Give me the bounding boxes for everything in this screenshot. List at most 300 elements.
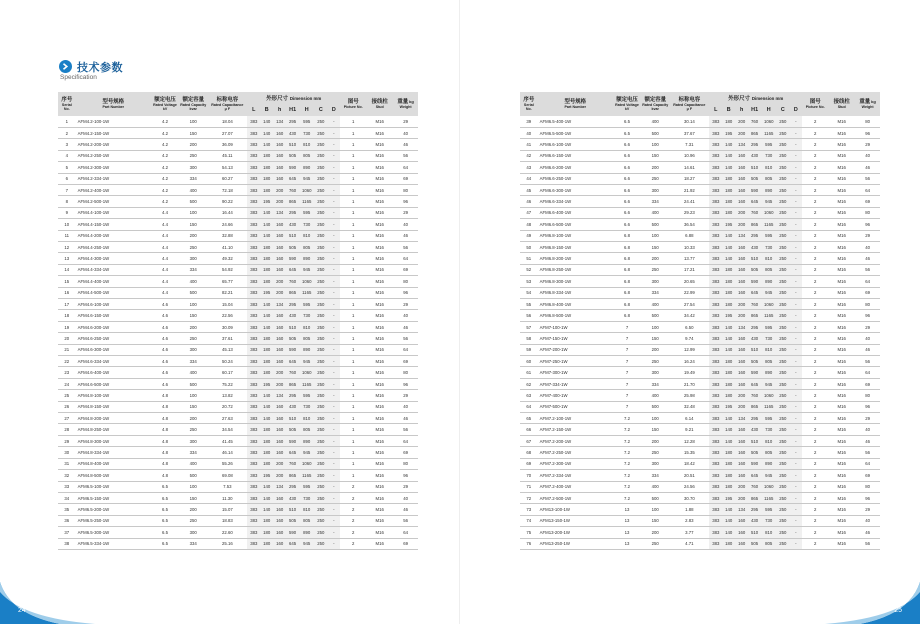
cell-capacitance: 49.32 <box>207 253 247 264</box>
cell-picture-no: 1 <box>340 356 366 367</box>
cell-dim-l: 383 <box>709 435 722 446</box>
cell-dim-b: 180 <box>722 276 735 287</box>
cell-dim-c: 250 <box>776 139 789 150</box>
cell-weight: 96 <box>855 492 880 503</box>
cell-capacitance: 37.67 <box>669 127 709 138</box>
cell-dim-hh: 945 <box>761 470 776 481</box>
cell-voltage: 4.6 <box>151 356 179 367</box>
cell-dim-h: 160 <box>735 333 748 344</box>
cell-dim-hh: 595 <box>299 481 314 492</box>
table-row <box>520 470 880 481</box>
cell-capacity: 500 <box>179 287 207 298</box>
cell-dim-hh: 810 <box>761 435 776 446</box>
cell-dim-h1: 505 <box>748 538 761 549</box>
header-sublabel: Dimension mm <box>289 95 322 101</box>
cell-dim-d: - <box>327 538 340 549</box>
cell-dim-d: - <box>789 356 802 367</box>
cell-dim-c: 250 <box>776 162 789 173</box>
header-label: 外形尺寸 <box>728 95 750 102</box>
cell-capacitance: 22.56 <box>207 310 247 321</box>
cell-dim-b: 140 <box>722 162 735 173</box>
cell-dim-c: 250 <box>776 515 789 526</box>
cell-serial: 32 <box>58 470 76 481</box>
header-sublabel: Stud <box>837 104 846 109</box>
cell-dim-d: - <box>789 492 802 503</box>
column-header-dim-H: H <box>299 105 314 116</box>
cell-picture-no: 2 <box>802 207 828 218</box>
cell-dim-b: 180 <box>722 173 735 184</box>
cell-voltage: 7.2 <box>613 481 641 492</box>
cell-dim-d: - <box>327 390 340 401</box>
header-unit: μ F <box>686 107 693 111</box>
cell-weight: 46 <box>855 344 880 355</box>
cell-dim-b: 140 <box>722 504 735 515</box>
cell-voltage: 4.8 <box>151 458 179 469</box>
cell-picture-no: 1 <box>340 344 366 355</box>
table-row <box>520 116 880 127</box>
cell-dim-hh: 595 <box>761 413 776 424</box>
cell-dim-c: 250 <box>776 390 789 401</box>
cell-dim-c: 250 <box>776 435 789 446</box>
cell-dim-b: 140 <box>722 333 735 344</box>
cell-stud: M16 <box>828 481 855 492</box>
column-header-dim-B: B <box>722 105 735 116</box>
cell-serial: 20 <box>58 333 76 344</box>
cell-capacitance: 16.24 <box>669 356 709 367</box>
cell-dim-c: 250 <box>314 184 327 195</box>
cell-dim-h1: 865 <box>286 196 299 207</box>
cell-picture-no: 2 <box>802 492 828 503</box>
cell-voltage: 6.5 <box>151 527 179 538</box>
column-header-dim-h: h <box>273 105 286 116</box>
cell-part-number: AFM4.8-100-1W <box>76 390 151 401</box>
cell-capacity: 334 <box>641 378 669 389</box>
cell-capacitance: 45.13 <box>207 344 247 355</box>
cell-picture-no: 2 <box>802 435 828 446</box>
cell-part-number: AFM6.8-100-1W <box>538 230 613 241</box>
cell-serial: 53 <box>520 276 538 287</box>
cell-picture-no: 2 <box>802 470 828 481</box>
cell-part-number: AFM4.6-250-1W <box>76 333 151 344</box>
cell-dim-c: 250 <box>776 367 789 378</box>
cell-dim-l: 383 <box>709 139 722 150</box>
cell-dim-b: 180 <box>260 264 273 275</box>
cell-dim-l: 383 <box>247 127 260 138</box>
cell-capacity: 400 <box>641 116 669 127</box>
cell-serial: 57 <box>520 321 538 332</box>
spec-table-right <box>520 92 880 550</box>
cell-weight: 69 <box>855 470 880 481</box>
header-label: 额定电压 <box>154 96 176 103</box>
cell-stud: M16 <box>828 367 855 378</box>
cell-dim-b: 180 <box>722 196 735 207</box>
cell-dim-hh: 595 <box>299 390 314 401</box>
cell-voltage: 6.5 <box>613 127 641 138</box>
cell-capacitance: 17.21 <box>669 264 709 275</box>
cell-dim-l: 383 <box>247 196 260 207</box>
cell-dim-h1: 430 <box>286 310 299 321</box>
cell-dim-d: - <box>327 173 340 184</box>
cell-dim-d: - <box>789 310 802 321</box>
cell-weight: 40 <box>393 492 418 503</box>
cell-dim-d: - <box>789 424 802 435</box>
cell-dim-d: - <box>327 196 340 207</box>
cell-capacity: 150 <box>641 424 669 435</box>
cell-part-number: AFM7-100-1W <box>538 321 613 332</box>
table-row <box>58 367 418 378</box>
cell-capacity: 400 <box>179 367 207 378</box>
cell-voltage: 13 <box>613 527 641 538</box>
cell-dim-d: - <box>789 116 802 127</box>
cell-stud: M16 <box>366 287 393 298</box>
cell-picture-no: 2 <box>802 344 828 355</box>
table-row <box>58 470 418 481</box>
cell-dim-h1: 295 <box>748 139 761 150</box>
cell-voltage: 13 <box>613 504 641 515</box>
cell-capacity: 200 <box>641 527 669 538</box>
cell-dim-hh: 730 <box>761 515 776 526</box>
cell-dim-h1: 865 <box>286 378 299 389</box>
table-row <box>520 207 880 218</box>
cell-stud: M16 <box>828 390 855 401</box>
cell-dim-l: 383 <box>247 447 260 458</box>
cell-dim-hh: 810 <box>299 230 314 241</box>
cell-dim-h: 200 <box>735 492 748 503</box>
cell-dim-l: 383 <box>709 162 722 173</box>
cell-stud: M16 <box>828 401 855 412</box>
cell-weight: 69 <box>393 264 418 275</box>
cell-dim-h1: 430 <box>286 401 299 412</box>
cell-capacity: 150 <box>179 219 207 230</box>
cell-weight: 40 <box>393 127 418 138</box>
header-row <box>58 92 418 105</box>
cell-capacitance: 13.82 <box>207 390 247 401</box>
cell-serial: 25 <box>58 390 76 401</box>
cell-capacity: 500 <box>179 196 207 207</box>
cell-dim-l: 383 <box>709 299 722 310</box>
cell-dim-b: 140 <box>260 310 273 321</box>
cell-capacitance: 18.42 <box>669 458 709 469</box>
cell-dim-h: 134 <box>735 230 748 241</box>
cell-weight: 80 <box>855 207 880 218</box>
cell-dim-c: 250 <box>314 538 327 549</box>
heading-en: Specification <box>60 74 97 81</box>
cell-picture-no: 1 <box>340 173 366 184</box>
table-row <box>58 310 418 321</box>
cell-dim-h1: 295 <box>286 116 299 127</box>
cell-dim-d: - <box>789 230 802 241</box>
cell-weight: 64 <box>393 435 418 446</box>
table-row <box>520 219 880 230</box>
cell-weight: 80 <box>393 184 418 195</box>
cell-dim-l: 383 <box>247 367 260 378</box>
cell-dim-l: 383 <box>709 515 722 526</box>
cell-dim-h1: 430 <box>286 219 299 230</box>
cell-dim-c: 250 <box>314 333 327 344</box>
cell-stud: M16 <box>828 276 855 287</box>
table-row <box>58 173 418 184</box>
cell-serial: 7 <box>58 184 76 195</box>
cell-dim-h: 134 <box>273 299 286 310</box>
cell-dim-l: 383 <box>709 219 722 230</box>
table-row <box>58 264 418 275</box>
cell-weight: 64 <box>393 527 418 538</box>
cell-capacity: 100 <box>179 481 207 492</box>
cell-capacity: 250 <box>179 515 207 526</box>
column-header-dim-h: h <box>735 105 748 116</box>
cell-dim-hh: 730 <box>299 401 314 412</box>
cell-stud: M16 <box>828 447 855 458</box>
cell-dim-l: 383 <box>709 527 722 538</box>
cell-weight: 40 <box>393 310 418 321</box>
cell-dim-c: 250 <box>314 219 327 230</box>
header-unit: kg <box>871 98 876 104</box>
cell-dim-c: 250 <box>314 356 327 367</box>
cell-dim-h1: 430 <box>748 241 761 252</box>
cell-capacitance: 20.65 <box>669 276 709 287</box>
cell-dim-d: - <box>327 150 340 161</box>
cell-serial: 64 <box>520 401 538 412</box>
cell-dim-d: - <box>789 367 802 378</box>
cell-voltage: 7 <box>613 333 641 344</box>
cell-dim-h1: 865 <box>748 401 761 412</box>
cell-capacitance: 14.61 <box>669 162 709 173</box>
cell-serial: 46 <box>520 196 538 207</box>
cell-dim-hh: 810 <box>761 162 776 173</box>
header-label: 型号规格 <box>564 98 587 105</box>
header-unit: μ F <box>224 107 231 111</box>
cell-dim-l: 383 <box>709 196 722 207</box>
cell-dim-h1: 760 <box>748 299 761 310</box>
cell-dim-b: 140 <box>260 413 273 424</box>
cell-stud: M16 <box>366 321 393 332</box>
table-row <box>520 253 880 264</box>
cell-part-number: AFM6.6-500-1W <box>538 219 613 230</box>
cell-dim-hh: 730 <box>761 150 776 161</box>
cell-part-number: AFM6.5-100-1W <box>76 481 151 492</box>
cell-capacity: 100 <box>179 299 207 310</box>
table-row <box>520 264 880 275</box>
cell-voltage: 13 <box>613 515 641 526</box>
cell-dim-b: 180 <box>260 333 273 344</box>
header-label: 标称电容 <box>216 96 239 103</box>
cell-dim-c: 250 <box>314 116 327 127</box>
cell-voltage: 6.8 <box>613 241 641 252</box>
cell-dim-c: 250 <box>776 424 789 435</box>
cell-dim-h1: 505 <box>748 447 761 458</box>
cell-dim-l: 383 <box>709 310 722 321</box>
cell-dim-h: 160 <box>735 367 748 378</box>
cell-part-number: AFM7-200-1W <box>538 344 613 355</box>
cell-dim-l: 383 <box>709 333 722 344</box>
cell-dim-h: 134 <box>273 207 286 218</box>
cell-part-number: AFM6.5-300-1W <box>76 527 151 538</box>
cell-capacitance: 18.83 <box>207 515 247 526</box>
cell-dim-c: 250 <box>776 184 789 195</box>
cell-capacity: 200 <box>179 139 207 150</box>
cell-capacity: 250 <box>179 241 207 252</box>
page-number-left: 24 <box>18 607 26 614</box>
cell-voltage: 6.8 <box>613 276 641 287</box>
cell-voltage: 6.6 <box>613 207 641 218</box>
cell-voltage: 4.4 <box>151 253 179 264</box>
cell-stud: M16 <box>828 184 855 195</box>
cell-dim-c: 250 <box>314 230 327 241</box>
cell-voltage: 6.6 <box>613 162 641 173</box>
cell-picture-no: 1 <box>340 321 366 332</box>
cell-serial: 15 <box>58 276 76 287</box>
cell-capacity: 150 <box>179 310 207 321</box>
spec-table-left <box>58 92 418 550</box>
cell-capacitance: 21.92 <box>669 184 709 195</box>
cell-picture-no: 1 <box>340 253 366 264</box>
cell-capacitance: 24.66 <box>207 219 247 230</box>
cell-dim-c: 250 <box>776 241 789 252</box>
cell-picture-no: 2 <box>802 287 828 298</box>
cell-dim-h1: 865 <box>748 310 761 321</box>
cell-voltage: 4.8 <box>151 390 179 401</box>
cell-dim-b: 140 <box>722 139 735 150</box>
cell-voltage: 7 <box>613 401 641 412</box>
cell-serial: 66 <box>520 424 538 435</box>
cell-dim-hh: 890 <box>299 162 314 173</box>
cell-capacity: 250 <box>641 447 669 458</box>
cell-serial: 14 <box>58 264 76 275</box>
cell-dim-d: - <box>789 127 802 138</box>
cell-dim-h: 160 <box>273 241 286 252</box>
cell-dim-d: - <box>789 150 802 161</box>
header-sublabel: Part Number <box>564 104 587 109</box>
cell-part-number: AFM7.2-200-1W <box>538 435 613 446</box>
cell-part-number: AFM4.2-400-1W <box>76 184 151 195</box>
cell-capacitance: 20.72 <box>207 401 247 412</box>
table-row <box>58 527 418 538</box>
cell-capacity: 334 <box>179 173 207 184</box>
table-row <box>520 299 880 310</box>
cell-part-number: AFM6.8-250-1W <box>538 264 613 275</box>
cell-dim-hh: 805 <box>299 515 314 526</box>
cell-dim-h: 160 <box>735 356 748 367</box>
cell-capacity: 100 <box>641 230 669 241</box>
header-label: 额定容量 <box>182 96 205 103</box>
cell-dim-l: 383 <box>709 264 722 275</box>
cell-dim-c: 250 <box>314 287 327 298</box>
cell-capacitance: 15.07 <box>207 504 247 515</box>
cell-part-number: AFM13-150-1W <box>538 515 613 526</box>
cell-dim-d: - <box>327 219 340 230</box>
cell-picture-no: 2 <box>340 504 366 515</box>
cell-picture-no: 2 <box>802 321 828 332</box>
table-row <box>520 241 880 252</box>
cell-dim-hh: 730 <box>761 241 776 252</box>
cell-picture-no: 1 <box>340 139 366 150</box>
cell-dim-d: - <box>789 139 802 150</box>
cell-dim-c: 250 <box>314 470 327 481</box>
cell-weight: 56 <box>855 447 880 458</box>
cell-dim-h1: 760 <box>748 481 761 492</box>
cell-part-number: AFM4.6-150-1W <box>76 310 151 321</box>
footer-arc <box>460 564 920 624</box>
cell-stud: M16 <box>828 378 855 389</box>
cell-voltage: 4.6 <box>151 344 179 355</box>
cell-dim-c: 250 <box>776 207 789 218</box>
cell-capacity: 300 <box>179 435 207 446</box>
cell-stud: M16 <box>366 207 393 218</box>
column-header-weight <box>855 92 880 116</box>
cell-dim-h1: 510 <box>286 139 299 150</box>
cell-voltage: 6.8 <box>613 264 641 275</box>
cell-voltage: 6.6 <box>613 219 641 230</box>
cell-capacitance: 15.04 <box>207 299 247 310</box>
cell-part-number: AFM7.2-250-1W <box>538 447 613 458</box>
cell-capacitance: 24.56 <box>669 481 709 492</box>
cell-dim-h: 200 <box>273 378 286 389</box>
cell-voltage: 6.8 <box>613 230 641 241</box>
cell-dim-h1: 510 <box>748 527 761 538</box>
cell-capacity: 300 <box>641 276 669 287</box>
cell-dim-c: 250 <box>776 378 789 389</box>
cell-serial: 27 <box>58 413 76 424</box>
cell-picture-no: 1 <box>340 367 366 378</box>
cell-dim-hh: 1165 <box>761 401 776 412</box>
cell-stud: M16 <box>828 458 855 469</box>
cell-dim-l: 383 <box>709 470 722 481</box>
header-unit: kV <box>624 107 630 111</box>
cell-stud: M16 <box>828 310 855 321</box>
cell-serial: 45 <box>520 184 538 195</box>
table-row <box>58 356 418 367</box>
cell-dim-h: 160 <box>273 150 286 161</box>
cell-dim-hh: 1060 <box>299 458 314 469</box>
cell-voltage: 4.6 <box>151 378 179 389</box>
cell-dim-hh: 1165 <box>761 492 776 503</box>
table-row <box>58 287 418 298</box>
cell-dim-l: 383 <box>247 527 260 538</box>
cell-voltage: 4.8 <box>151 435 179 446</box>
cell-dim-h1: 430 <box>748 515 761 526</box>
cell-capacitance: 6.14 <box>669 413 709 424</box>
cell-capacity: 250 <box>179 333 207 344</box>
table-row <box>58 207 418 218</box>
cell-dim-h: 160 <box>735 241 748 252</box>
table-row <box>520 527 880 538</box>
cell-dim-l: 383 <box>247 207 260 218</box>
cell-weight: 96 <box>393 378 418 389</box>
cell-voltage: 4.8 <box>151 424 179 435</box>
cell-dim-h1: 865 <box>286 470 299 481</box>
cell-dim-b: 180 <box>260 184 273 195</box>
cell-weight: 40 <box>855 150 880 161</box>
cell-capacity: 200 <box>641 253 669 264</box>
cell-dim-l: 383 <box>247 344 260 355</box>
cell-voltage: 4.4 <box>151 230 179 241</box>
cell-part-number: AFM4.4-200-1W <box>76 230 151 241</box>
table-row <box>520 127 880 138</box>
cell-dim-l: 383 <box>247 264 260 275</box>
cell-dim-b: 180 <box>722 447 735 458</box>
cell-picture-no: 2 <box>340 481 366 492</box>
cell-serial: 51 <box>520 253 538 264</box>
cell-dim-l: 383 <box>709 207 722 218</box>
cell-voltage: 6.8 <box>613 287 641 298</box>
cell-capacity: 400 <box>179 458 207 469</box>
cell-weight: 56 <box>855 264 880 275</box>
cell-dim-d: - <box>789 458 802 469</box>
cell-picture-no: 1 <box>340 287 366 298</box>
cell-capacitance: 9.21 <box>669 424 709 435</box>
cell-dim-h: 160 <box>735 435 748 446</box>
cell-weight: 40 <box>855 333 880 344</box>
